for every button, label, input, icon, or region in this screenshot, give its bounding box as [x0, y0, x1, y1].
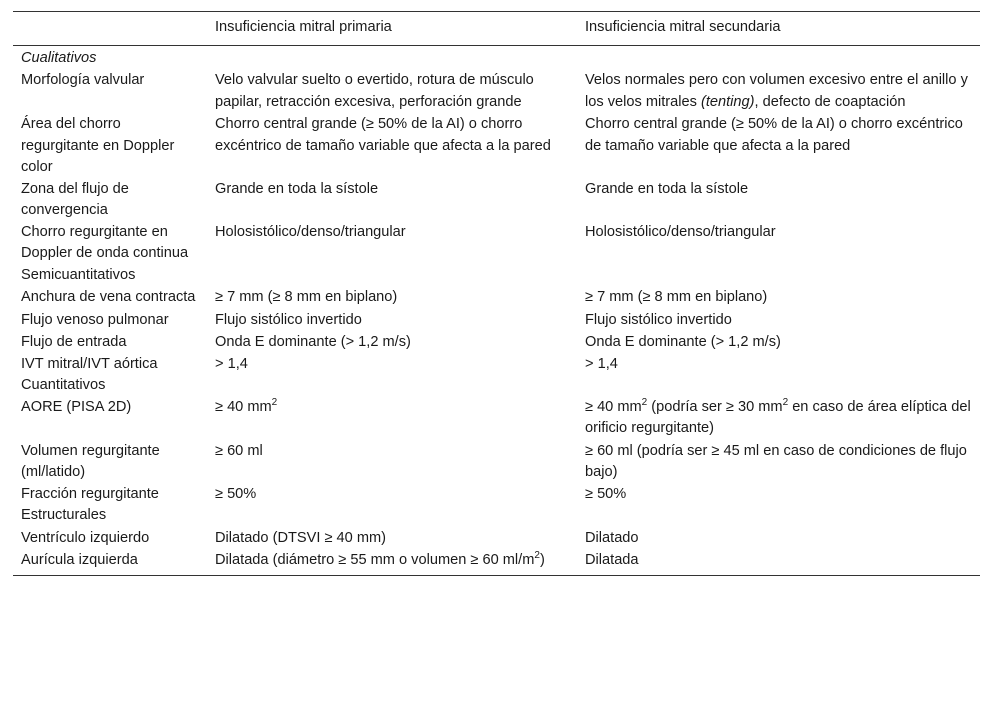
cell-secundaria: > 1,4 [585, 355, 618, 372]
cell-primaria: ≥ 50% [215, 485, 257, 502]
cell-secundaria: Dilatada [577, 549, 980, 575]
cell-primaria: Chorro central grande (≥ 50% de la AI) o chorro excéntrico de tamaño variable que afecta a la pared [215, 116, 551, 154]
row-label: Fracción regurgitante [21, 485, 159, 502]
cell-primaria: > 1,4 [215, 355, 248, 372]
row-label: Zona del flujo de convergencia [21, 180, 129, 218]
comparison-table-container [13, 11, 980, 576]
cell-primaria: ≥ 7 mm (≥ 8 mm en biplano) [215, 289, 398, 305]
section-estructurales: Estructurales [21, 507, 107, 523]
section-cuantitativos: Cuantitativos [21, 377, 106, 393]
row-label: Anchura de vena contracta [21, 289, 196, 305]
section-row-cuantitativos [13, 375, 980, 397]
table-row [13, 331, 980, 354]
cell-primaria: ≥ 40 $mm^2$ [215, 396, 278, 415]
table-row [13, 69, 980, 113]
row-label: Morfología valvular [21, 72, 145, 88]
row-label: Área del chorro regurgitante en Doppler color [21, 116, 175, 175]
header-secundaria: Insuficiencia mitral secundaria [577, 12, 980, 46]
cell-primaria: Onda E dominante (> 1,2 m/s) [215, 334, 411, 350]
table-row [13, 440, 980, 484]
section-row-estructurales [13, 505, 980, 527]
cell-primaria: Holosistólico/denso/triangular [215, 223, 406, 240]
header-empty [13, 12, 207, 46]
cell-secundaria: Velos normales pero con volumen excesivo entre el anillo y los velos mitrales (tenting), defecto de coaptación [585, 72, 968, 110]
table-row [13, 113, 980, 179]
cell-primaria: Grande en toda la sístole [215, 180, 379, 197]
cell-secundaria: ≥ 7 mm (≥ 8 mm en biplano) [585, 289, 768, 305]
cell-primaria: Dilatado (DTSVI ≥ 40 mm) [215, 529, 387, 546]
cell-primaria: ≥ 60 ml [215, 442, 263, 459]
section-row-cualitativos [13, 45, 980, 69]
mitral-insufficiency-table [13, 11, 980, 576]
header-row [13, 12, 980, 46]
cell-primaria: Dilatada (diámetro ≥ 55 mm o volumen ≥ 60 $ml/m^2$) [207, 549, 577, 575]
table-row [13, 527, 980, 550]
table-row [13, 397, 980, 440]
section-cualitativos: Cualitativos [21, 49, 97, 66]
header-primaria: Insuficiencia mitral primaria [207, 12, 577, 46]
cell-secundaria: Chorro central grande (≥ 50% de la AI) o chorro excéntrico de tamaño variable que afecta a la pared [585, 116, 963, 154]
cell-secundaria: Holosistólico/denso/triangular [585, 223, 776, 240]
table-row [13, 309, 980, 332]
row-label: Flujo de entrada [21, 334, 127, 350]
row-label: AORE (PISA 2D) [21, 398, 132, 415]
row-label: IVT mitral/IVT aórtica [21, 355, 158, 372]
cell-secundaria: ≥ 50% [585, 485, 627, 502]
cell-secundaria: Onda E dominante (> 1,2 m/s) [585, 334, 781, 350]
table-row [13, 484, 980, 506]
table-row [13, 286, 980, 309]
table-row [13, 549, 980, 575]
row-label: Flujo venoso pulmonar [21, 311, 169, 328]
section-semicuantitativos: Semicuantitativos [21, 266, 136, 283]
cell-primaria: Velo valvular suelto o evertido, rotura de músculo papilar, retracción excesiva, perforación grande [215, 72, 534, 110]
section-row-semicuantitativos [13, 265, 980, 287]
table-row [13, 222, 980, 265]
cell-secundaria: ≥ 40 $mm^2$ (podría ser ≥ 30 $mm^2$ en caso de área elíptica del orificio regurgitante) [585, 396, 971, 436]
cell-secundaria: Flujo sistólico invertido [585, 311, 732, 328]
row-label: Ventrículo izquierdo [21, 529, 150, 546]
row-label: Volumen regurgitante (ml/latido) [21, 442, 160, 480]
cell-secundaria: Grande en toda la sístole [585, 180, 749, 197]
cell-secundaria: Dilatado [585, 529, 639, 546]
table-row [13, 354, 980, 376]
cell-primaria: Flujo sistólico invertido [215, 311, 362, 328]
row-label: Chorro regurgitante en Doppler de onda continua [21, 223, 189, 261]
table-row [13, 179, 980, 222]
cell-secundaria: ≥ 60 ml (podría ser ≥ 45 ml en caso de condiciones de flujo bajo) [585, 442, 967, 480]
row-label: Aurícula izquierda [13, 549, 207, 575]
